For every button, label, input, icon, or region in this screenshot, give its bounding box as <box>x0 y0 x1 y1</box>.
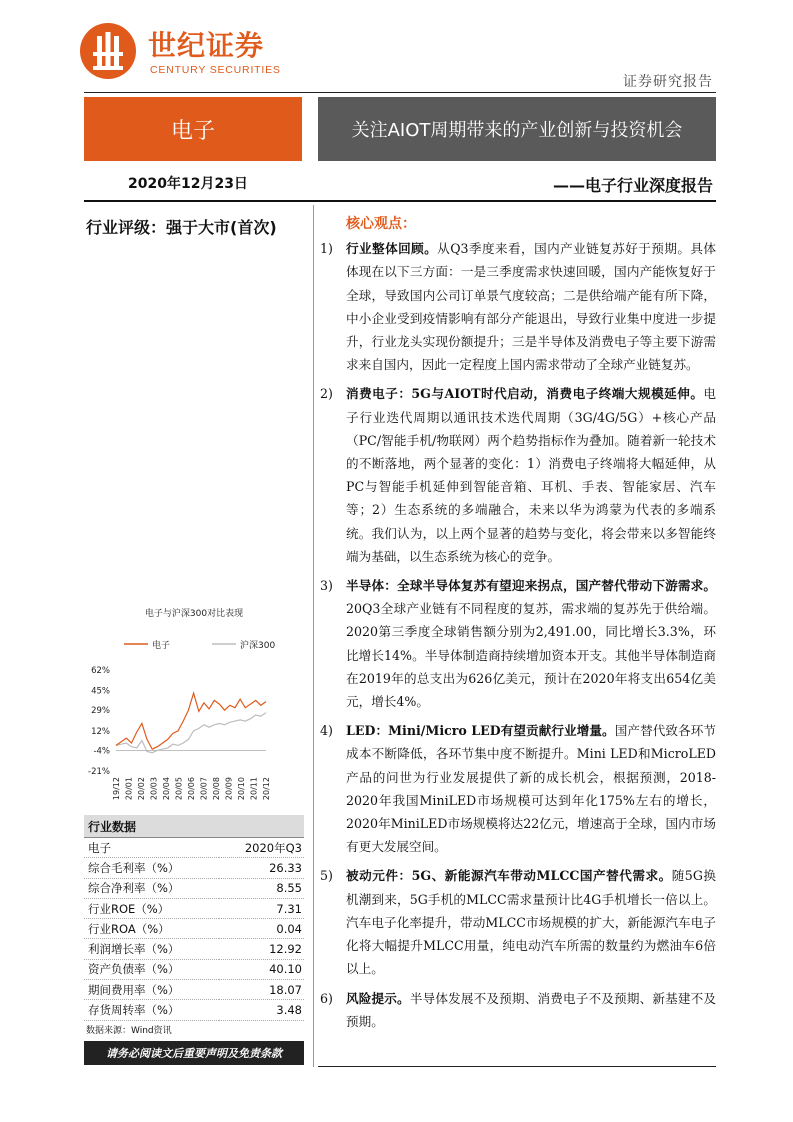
table-row <box>84 898 304 918</box>
point-heading: 半导体：全球半导体复苏有望迎来拐点，国产替代带动下游需求。 <box>346 578 716 594</box>
row-label: 综合毛利率（%） <box>84 858 219 878</box>
row-value: 12.92 <box>219 939 304 959</box>
point-heading: 被动元件：5G、新能源汽车带动MLCC国产替代需求。 <box>346 868 672 884</box>
disclaimer-banner: 请务必阅读文后重要声明及免责条款 <box>84 1041 304 1065</box>
row-value: 26.33 <box>219 858 304 878</box>
table-row <box>84 959 304 979</box>
x-tick-label: 20/05 <box>174 777 184 801</box>
core-points-list <box>320 237 716 1033</box>
table-row <box>84 838 304 858</box>
report-title: 关注AIOT周期带来的产业创新与投资机会 <box>318 97 716 161</box>
chart-title: 电子与沪深300对比表现 <box>144 609 244 619</box>
point-number: 4) <box>320 723 333 739</box>
x-tick-label: 20/01 <box>124 777 134 801</box>
core-views <box>320 213 716 1039</box>
x-tick-label: 20/12 <box>262 777 271 801</box>
core-point <box>320 864 716 980</box>
series-line-csi300 <box>116 713 266 753</box>
point-number: 3) <box>320 578 333 594</box>
row-label: 利润增长率（%） <box>84 939 219 959</box>
point-number: 5) <box>320 868 333 884</box>
legend-label: 沪深300 <box>240 641 276 651</box>
x-tick-label: 20/08 <box>212 777 221 801</box>
row-label: 综合净利率（%） <box>84 878 219 898</box>
x-tick-label: 19/12 <box>112 777 121 801</box>
point-number: 6) <box>320 990 333 1006</box>
table-row <box>84 878 304 898</box>
point-body: 从Q3季度来看，国内产业链复苏好于预期。具体体现在以下三方面：一是三季度需求快速回暖，国内产能恢复好于全球，导致国内公司订单景气度较高；二是供给端产能有所下降，中小企业受到疫情影响有部分产能退出，导致行业集中度进一步提升，行业龙头实现份额提升；三是半导体及消费电子等主要下游需求来自国内，因此一定程度上国内需求带动了全球产业链复苏。 <box>346 241 716 373</box>
report-subtitle: ——电子行业深度报告 <box>552 176 713 195</box>
point-number: 1) <box>320 241 333 257</box>
point-number: 2) <box>320 386 333 402</box>
point-heading: 风险提示。 <box>346 990 410 1006</box>
row-value: 8.55 <box>219 878 304 898</box>
core-point <box>320 987 716 1033</box>
row-label: 电子 <box>84 838 219 858</box>
y-tick-label: -21% <box>88 767 110 777</box>
x-tick-label: 20/07 <box>199 777 209 801</box>
y-tick-label: 12% <box>91 726 110 737</box>
table-row <box>84 919 304 939</box>
x-tick-label: 20/11 <box>249 777 259 801</box>
company-name-cn: 世纪证券 <box>148 29 265 62</box>
row-label: 期间费用率（%） <box>84 980 219 1000</box>
row-label: 资产负债率（%） <box>84 959 219 979</box>
row-value: 3.48 <box>219 1000 304 1020</box>
report-date: 2020年12月23日 <box>128 176 248 192</box>
column-divider <box>313 205 314 1067</box>
company-name-en: CENTURY SECURITIES <box>150 64 281 76</box>
y-tick-label: 62% <box>91 666 110 676</box>
point-heading: 行业整体回顾。 <box>346 241 438 257</box>
y-tick-label: 45% <box>91 686 110 697</box>
point-body: 国产替代致各环节成本不断降低，各环节集中度不断提升。Mini LED和MicroLED产品的问世为行业发展提供了新的成长机会，根据预测，2018-2020年我国MiniLED市场规模可达到年化175%左右的增长，2020年MiniLED市场规模将达22亿元，增速高于全球，国内市场有更大发展空间。 <box>346 723 717 855</box>
core-point <box>320 719 716 858</box>
x-tick-label: 20/09 <box>224 777 234 801</box>
data-source: 数据来源：Wind资讯 <box>86 1026 172 1036</box>
row-label: 行业ROE（%） <box>84 898 219 918</box>
table-row <box>84 939 304 959</box>
legend-label: 电子 <box>152 641 171 651</box>
x-tick-label: 20/04 <box>162 777 171 801</box>
core-point <box>320 574 716 713</box>
core-point <box>320 382 716 568</box>
table-row <box>84 858 304 878</box>
point-body: 20Q3全球产业链有不同程度的复苏，需求端的复苏先于供给端。2020第三季度全球销售额分别为2,491.00，同比增长3.3%，环比增长14%。半导体制造商持续增加资本开支。其他半导体制造商在2019年的总支出为626亿美元，预计在2020年将支出654亿美元，增长4%。 <box>346 601 716 710</box>
y-tick-label: -4% <box>93 746 110 757</box>
core-point <box>320 237 716 376</box>
report-type-label: 证券研究报告 <box>623 74 713 90</box>
core-views-title: 核心观点： <box>346 216 416 232</box>
sector-badge: 电子 <box>84 97 302 161</box>
divider <box>318 1066 716 1067</box>
row-value: 2020年Q3 <box>219 838 304 858</box>
point-heading: LED：Mini/Micro LED有望贡献行业增量。 <box>346 723 615 739</box>
performance-chart <box>84 630 304 810</box>
x-tick-label: 20/06 <box>187 777 196 801</box>
industry-rating: 行业评级：强于大市(首次) <box>86 218 277 237</box>
y-tick-label: 29% <box>91 706 110 717</box>
table-row <box>84 980 304 1000</box>
point-body: 电子行业迭代周期以通讯技术迭代周期（3G/4G/5G）+核心产品（PC/智能手机/物联网）两个趋势指标作为叠加。随着新一轮技术的不断落地，两个显著的变化：1）消费电子终端将大幅延伸，从PC与智能手机延伸到智能音箱、耳机、手表、智能家居、汽车等；2）生态系统的多端融合，未来以华为鸿蒙为代表的多端系统。我们认为，以上两个显著的趋势与变化，将会带来以多智能终端为基础，以生态系统为核心的竞争。 <box>346 386 716 564</box>
row-label: 行业ROA（%） <box>84 919 219 939</box>
table-title: 行业数据 <box>84 815 219 838</box>
point-body: 半导体发展不及预期、消费电子不及预期、新基建不及预期。 <box>346 990 717 1029</box>
divider <box>84 200 716 202</box>
table-header-row <box>84 815 304 838</box>
row-label: 存货周转率（%） <box>84 1000 219 1020</box>
point-body: 随5G换机潮到来，5G手机的MLCC需求量预计比4G手机增长一倍以上。汽车电子化率提升，带动MLCC市场规模的扩大，新能源汽车电子化将大幅提升MLCC用量，纯电动汽车所需的数量约为燃油车6倍以上。 <box>346 868 716 977</box>
x-tick-label: 20/02 <box>137 777 146 801</box>
row-value: 18.07 <box>219 980 304 1000</box>
century-securities-logo-icon <box>79 22 137 80</box>
point-heading: 消费电子：5G与AIOT时代启动，消费电子终端大规模延伸。 <box>346 386 704 402</box>
divider <box>84 92 716 93</box>
row-value: 0.04 <box>219 919 304 939</box>
x-tick-label: 20/10 <box>237 777 246 801</box>
industry-data-table <box>84 815 304 1021</box>
table-row <box>84 1000 304 1020</box>
row-value: 40.10 <box>219 959 304 979</box>
x-tick-label: 20/03 <box>149 777 159 801</box>
row-value: 7.31 <box>219 898 304 918</box>
